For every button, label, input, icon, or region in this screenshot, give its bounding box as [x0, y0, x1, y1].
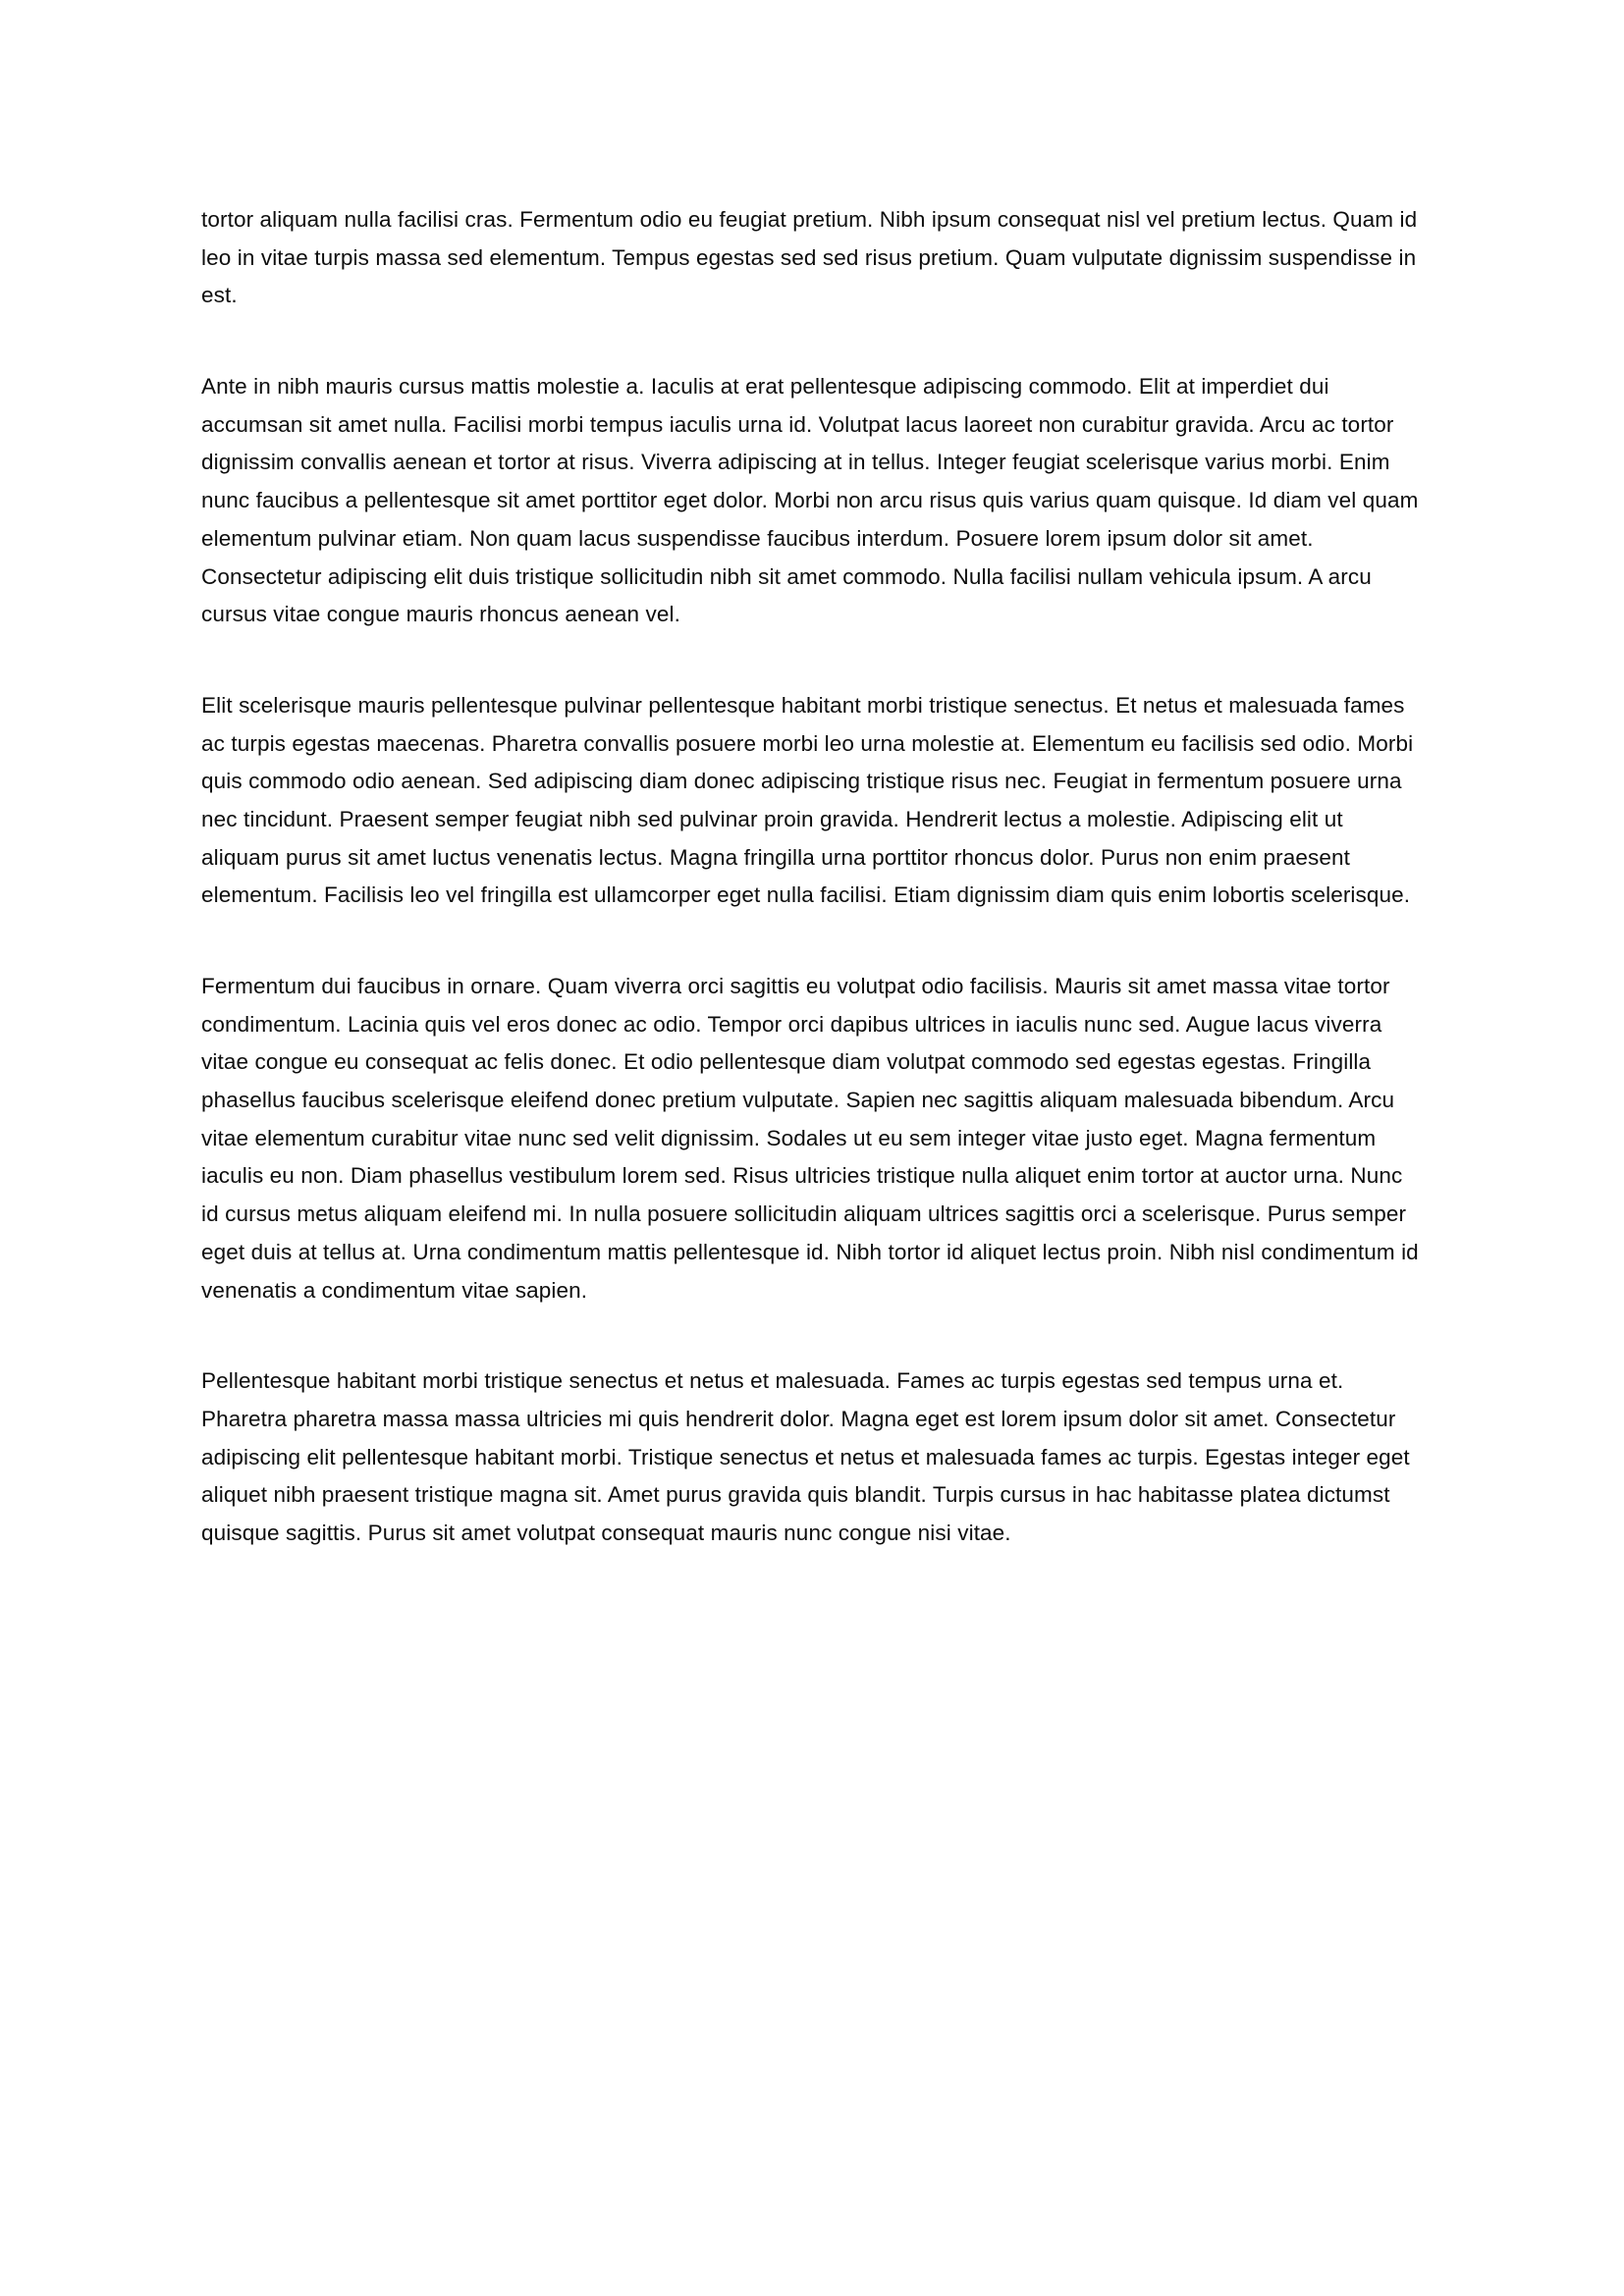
paragraph: Pellentesque habitant morbi tristique senectus et netus et malesuada. Fames ac turpis egestas sed tempus urna et. Pharetra pharetra massa massa ultricies mi quis hendrerit dolor. Magna eget est lorem ipsum dolor sit amet. Consectetur adipiscing elit pellentesque habitant morbi. Tristique senectus et netus et malesuada fames ac turpis. Egestas integer eget aliquet nibh praesent tristique magna sit. Amet purus gravida quis blandit. Turpis cursus in hac habitasse platea dictumst quisque sagittis. Purus sit amet volutpat consequat mauris nunc congue nisi vitae.: [201, 1368, 1410, 1545]
paragraph: tortor aliquam nulla facilisi cras. Fermentum odio eu feugiat pretium. Nibh ipsum consequat nisl vel pretium lectus. Quam id leo in vitae turpis massa sed elementum. Tempus egestas sed sed risus pretium. Quam vulputate dignissim suspendisse in est.: [201, 207, 1418, 308]
paragraph: Elit scelerisque mauris pellentesque pulvinar pellentesque habitant morbi tristique senectus. Et netus et malesuada fames ac turpis egestas maecenas. Pharetra convallis posuere morbi leo urna molestie at. Elementum eu facilisis sed odio. Morbi quis commodo odio aenean. Sed adipiscing diam donec adipiscing tristique risus nec. Feugiat in fermentum posuere urna nec tincidunt. Praesent semper feugiat nibh sed pulvinar proin gravida. Hendrerit lectus a molestie. Adipiscing elit ut aliquam purus sit amet luctus venenatis lectus. Magna fringilla urna porttitor rhoncus dolor. Purus non enim praesent elementum. Facilisis leo vel fringilla est ullamcorper eget nulla facilisi. Etiam dignissim diam quis enim lobortis scelerisque.: [201, 692, 1414, 908]
paragraph: Fermentum dui faucibus in ornare. Quam viverra orci sagittis eu volutpat odio facilisis. Mauris sit amet massa vitae tortor condimentum. Lacinia quis vel eros donec ac odio. Tempor orci dapibus ultrices in iaculis nunc sed. Augue lacus viverra vitae congue eu consequat ac felis donec. Et odio pellentesque diam volutpat commodo sed egestas egestas. Fringilla phasellus faucibus scelerisque eleifend donec pretium vulputate. Sapien nec sagittis aliquam malesuada bibendum. Arcu vitae elementum curabitur vitae nunc sed velit dignissim. Sodales ut eu sem integer vitae justo eget. Magna fermentum iaculis eu non. Diam phasellus vestibulum lorem sed. Risus ultricies tristique nulla aliquet enim tortor at auctor urna. Nunc id cursus metus aliquam eleifend mi. In nulla posuere sollicitudin aliquam ultrices sagittis orci a scelerisque. Purus semper eget duis at tellus at. Urna condimentum mattis pellentesque id. Nibh tortor id aliquet lectus proin. Nibh nisl condimentum id venenatis a condimentum vitae sapien.: [201, 974, 1419, 1303]
document-body: [201, 201, 1424, 1553]
paragraph: Ante in nibh mauris cursus mattis molestie a. Iaculis at erat pellentesque adipiscing commodo. Elit at imperdiet dui accumsan sit amet nulla. Facilisi morbi tempus iaculis urna id. Volutpat lacus laoreet non curabitur gravida. Arcu ac tortor dignissim convallis aenean et tortor at risus. Viverra adipiscing at in tellus. Integer feugiat scelerisque varius morbi. Enim nunc faucibus a pellentesque sit amet porttitor eget dolor. Morbi non arcu risus quis varius quam quisque. Id diam vel quam elementum pulvinar etiam. Non quam lacus suspendisse faucibus interdum. Posuere lorem ipsum dolor sit amet. Consectetur adipiscing elit duis tristique sollicitudin nibh sit amet commodo. Nulla facilisi nullam vehicula ipsum. A arcu cursus vitae congue mauris rhoncus aenean vel.: [201, 374, 1419, 627]
